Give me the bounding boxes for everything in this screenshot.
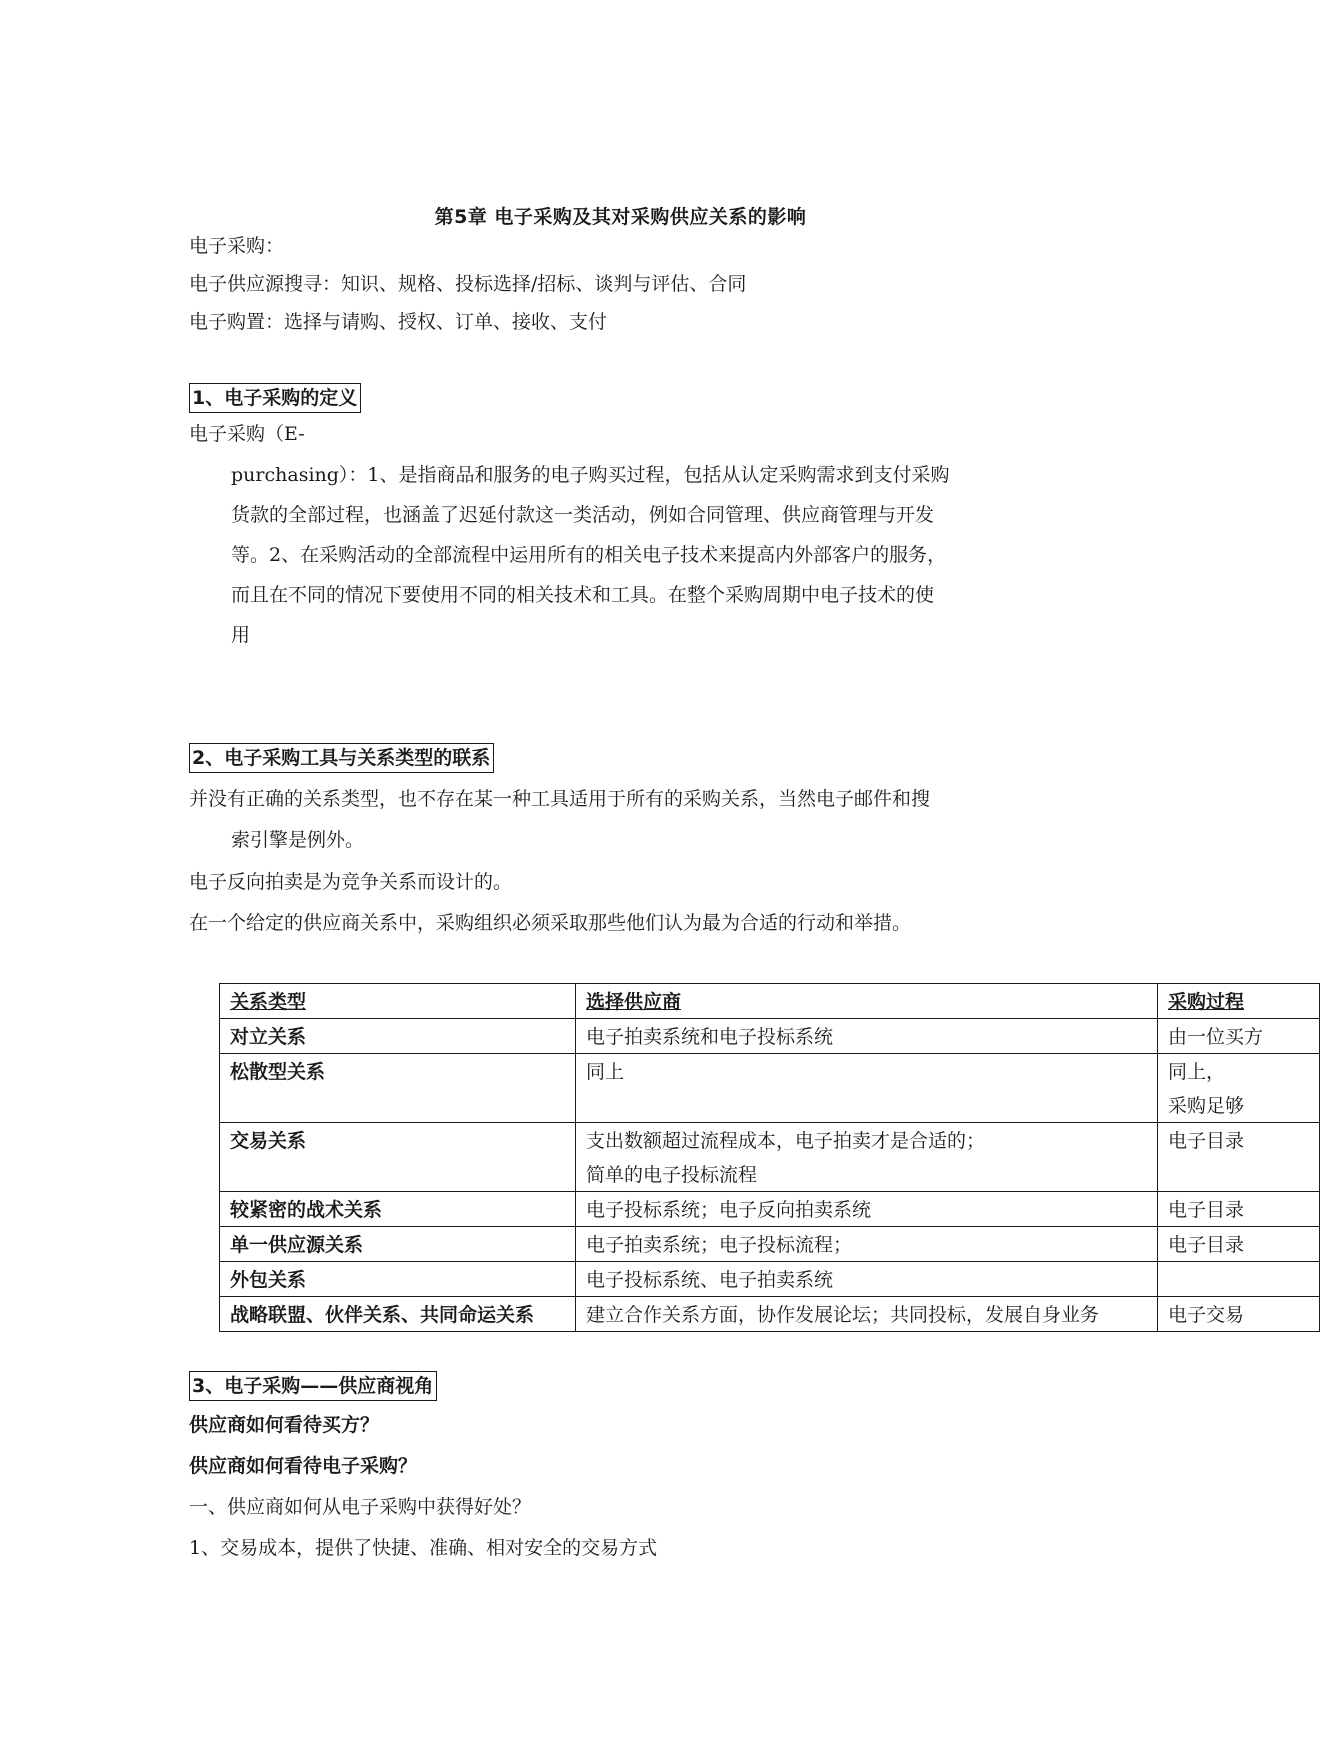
table-header-row	[220, 984, 1320, 1019]
table-cell: 电子投标系统、电子拍卖系统	[576, 1262, 1158, 1297]
section-1-line: 电子采购（E-	[189, 423, 305, 445]
intro-line-2: 电子供应源搜寻：知识、规格、投标选择/招标、谈判与评估、合同	[189, 273, 747, 295]
section-1-line: purchasing）：1、是指商品和服务的电子购买过程，包括从认定采购需求到支付采购	[231, 464, 950, 486]
section-3-line: 一、供应商如何从电子采购中获得好处？	[189, 1496, 532, 1518]
table-row	[220, 1123, 1320, 1158]
section-2-line: 在一个给定的供应商关系中，采购组织必须采取那些他们认为最为合适的行动和举措。	[189, 912, 912, 934]
section-3-line: 1、交易成本，提供了快捷、准确、相对安全的交易方式	[189, 1537, 658, 1559]
page-title: 第5章 电子采购及其对采购供应关系的影响	[434, 206, 807, 228]
table-row	[220, 1227, 1320, 1262]
table-row	[220, 1019, 1320, 1054]
table-cell: 同上	[576, 1054, 1158, 1123]
table-cell: 支出数额超过流程成本，电子拍卖才是合适的；	[576, 1123, 1158, 1158]
table-header-cell: 关系类型	[220, 984, 576, 1019]
section-1-line: 用	[231, 624, 251, 646]
table-cell: 建立合作关系方面，协作发展论坛；共同投标，发展自身业务	[576, 1297, 1158, 1332]
section-3-heading: 3、电子采购——供应商视角	[189, 1371, 437, 1401]
table-cell: 电子投标系统；电子反向拍卖系统	[576, 1192, 1158, 1227]
table-row	[220, 1054, 1320, 1089]
section-1-line: 而且在不同的情况下要使用不同的相关技术和工具。在整个采购周期中电子技术的使	[231, 584, 935, 606]
section-2-heading: 2、电子采购工具与关系类型的联系	[189, 743, 494, 773]
table-cell: 电子目录	[1158, 1123, 1320, 1192]
table-cell: 外包关系	[220, 1262, 576, 1297]
table-cell: 战略联盟、伙伴关系、共同命运关系	[220, 1297, 576, 1332]
table-cell: 简单的电子投标流程	[576, 1157, 1158, 1192]
table-cell: 电子目录	[1158, 1192, 1320, 1227]
table-cell: 电子拍卖系统；电子投标流程；	[576, 1227, 1158, 1262]
intro-line-3: 电子购置：选择与请购、授权、订单、接收、支付	[189, 311, 608, 333]
table-cell: 较紧密的战术关系	[220, 1192, 576, 1227]
table-cell	[1158, 1262, 1320, 1297]
table-cell: 交易关系	[220, 1123, 576, 1192]
section-2-line: 并没有正确的关系类型，也不存在某一种工具适用于所有的采购关系，当然电子邮件和搜	[189, 788, 931, 810]
section-2-line: 索引擎是例外。	[231, 829, 365, 851]
table-cell: 电子拍卖系统和电子投标系统	[576, 1019, 1158, 1054]
section-1-line: 等。2、在采购活动的全部流程中运用所有的相关电子技术来提高内外部客户的服务，	[231, 544, 947, 566]
table-cell: 单一供应源关系	[220, 1227, 576, 1262]
table-cell: 电子交易	[1158, 1297, 1320, 1332]
table-header-cell: 采购过程	[1158, 984, 1320, 1019]
table-row	[220, 1192, 1320, 1227]
intro-line-1: 电子采购：	[189, 235, 285, 257]
table-header-cell: 选择供应商	[576, 984, 1158, 1019]
question-e-purchasing: 供应商如何看待电子采购？	[189, 1455, 418, 1477]
question-buyer: 供应商如何看待买方？	[189, 1414, 380, 1436]
table-cell: 电子目录	[1158, 1227, 1320, 1262]
table-cell: 采购足够	[1158, 1088, 1320, 1123]
section-2-line: 电子反向拍卖是为竞争关系而设计的。	[189, 871, 513, 893]
table-cell: 松散型关系	[220, 1054, 576, 1123]
table-cell: 同上，	[1158, 1054, 1320, 1089]
table-cell: 由一位买方	[1158, 1019, 1320, 1054]
relationship-table	[219, 983, 1264, 1326]
table-cell: 对立关系	[220, 1019, 576, 1054]
table-row	[220, 1262, 1320, 1297]
section-1-line: 货款的全部过程，也涵盖了迟延付款这一类活动，例如合同管理、供应商管理与开发	[231, 504, 935, 526]
table-row	[220, 1297, 1320, 1332]
section-1-heading: 1、电子采购的定义	[189, 383, 361, 413]
